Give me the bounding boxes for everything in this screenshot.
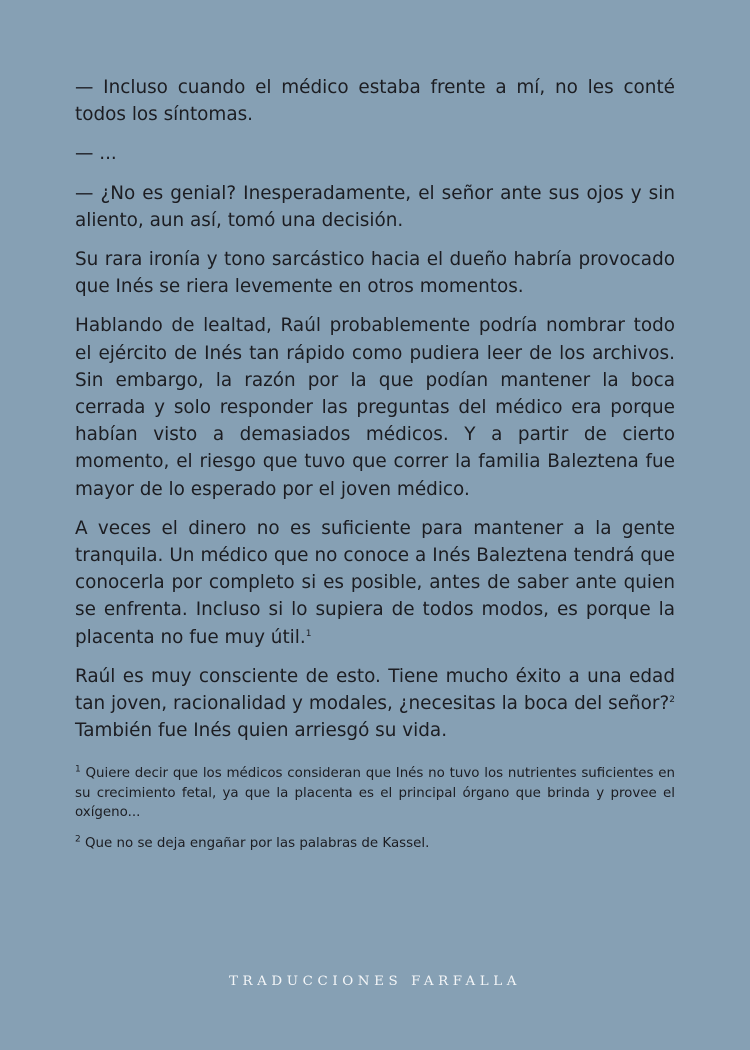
footnote-ref: 2 — [669, 694, 675, 705]
footnote-marker: 1 — [75, 765, 81, 775]
footnote-text: Que no se deja engañar por las palabras de Kassel. — [80, 836, 430, 852]
paragraph-text: A veces el dinero no es suficiente para mantener a la gente tranquila. Un médico que no conoce a Inés Baleztena tendrá que conocerla por completo si es posible, antes de saber ante quien se enfrenta. Incluso si lo supiera de todos modos, es porque la placenta no fue muy útil. — [75, 517, 675, 648]
footnotes — [75, 764, 675, 853]
paragraph: Su rara ironía y tono sarcástico hacia el dueño habría provocado que Inés se riera levemente en otros momentos. — [75, 249, 675, 298]
paragraph: — ... — [75, 143, 117, 165]
footnote — [75, 834, 675, 853]
page-body — [75, 74, 675, 865]
paragraph — [75, 663, 675, 745]
page-footer: TRADUCCIONES FARFALLA — [228, 974, 522, 989]
paragraph: — Incluso cuando el médico estaba frente a mí, no les conté todos los síntomas. — [75, 77, 675, 126]
paragraph: Hablando de lealtad, Raúl probablemente podría nombrar todo el ejército de Inés tan rápido como pudiera leer de los archivos. Sin embargo, la razón por la que podían mantener la boca cerrada y solo responder las preguntas del médico era porque habían visto a demasiados médicos. Y a partir de cierto momento, el riesgo que tuvo que correr la familia Baleztena fue mayor de lo esperado por el joven médico. — [75, 315, 675, 500]
footnote-marker: 2 — [75, 834, 81, 845]
paragraph-text: También fue Inés quien arriesgó su vida. — [75, 720, 448, 742]
footnote-text: Quiere decir que los médicos consideran que Inés no tuvo los nutrientes suficientes en su crecimiento fetal, ya que la placenta es el principal órgano que brinda y provee el oxígeno... — [75, 766, 675, 820]
footnote-ref: 1 — [305, 628, 312, 639]
paragraph: — ¿No es genial? Inesperadamente, el señor ante sus ojos y sin aliento, aun así, tomó una decisión. — [75, 182, 675, 231]
paragraph-text: Raúl es muy consciente de esto. Tiene mucho éxito a una edad tan joven, racionalidad y modales, ¿necesitas la boca del señor? — [75, 665, 675, 715]
footnote — [75, 764, 675, 822]
paragraph — [75, 515, 675, 651]
